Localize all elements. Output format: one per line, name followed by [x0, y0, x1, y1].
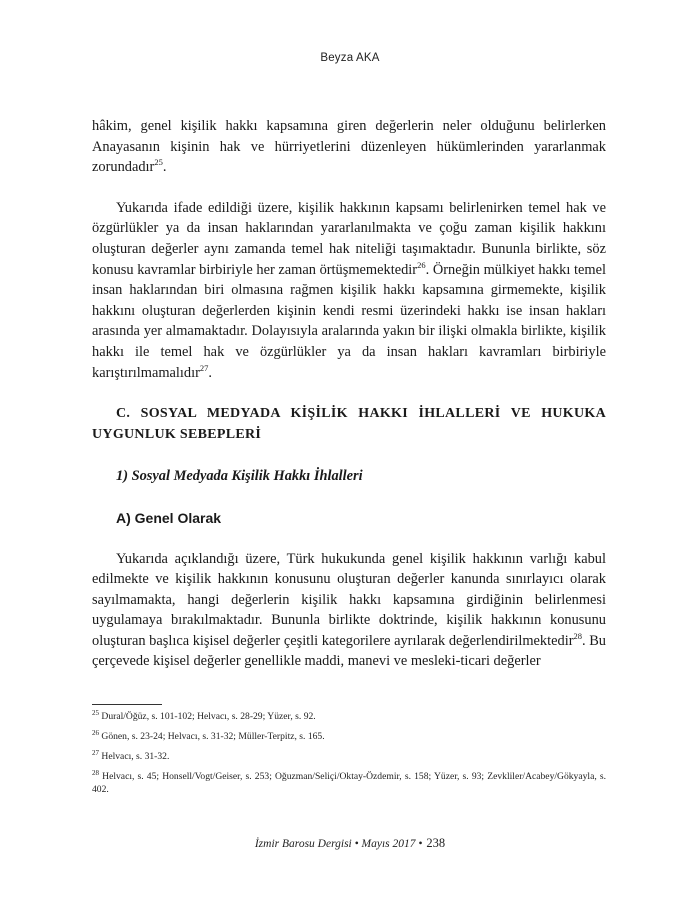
footnote-ref-27[interactable]: 27	[199, 362, 209, 373]
journal-name: İzmir Barosu Dergisi • Mayıs 2017 •	[254, 838, 423, 850]
footnote-ref-28[interactable]: 28	[573, 631, 582, 642]
footnote-ref-25[interactable]: 25	[154, 157, 163, 168]
page-body	[92, 116, 606, 672]
footnotes	[92, 710, 606, 803]
footnote-separator	[92, 704, 162, 705]
paragraph-2: Yukarıda ifade edildiği üzere, kişilik hakkının kapsamı belirlenirken temel hak ve özgürlükler ya da insan haklarından yararlanılmakta ve çoğu zaman kişilik hakkını oluşturan değerler aynı zamanda temel hak niteliği taşımaktadır. Bununla birlikte, söz konusu kavramlar birbiriyle her zaman örtüşmemektedir$^{26}$. Örneğin mülkiyet hakkı temel insan haklarından biri olmasına rağmen kişilik hakkı kapsamına girmemekte, kişilik hakkını oluşturan değerlerden kişinin kendi resmi üzerindeki hakkı ise insan hakları arasında yer almamaktadır. Dolayısıyla aralarında yakın bir ilişki olmakla birlikte, kişilik hakkı ile temel hak ve özgürlükler ya da insan hakları kavramları birbiriyle karıştırılmamalıdır$^{27}$.	[92, 199, 606, 381]
subsection-heading-a: A) Genel Olarak	[116, 509, 222, 526]
running-header-author: Beyza AKA	[320, 52, 380, 64]
footnote-27: $^{27}$ Helvacı, s. 31-32.	[92, 748, 170, 762]
page-number: 238	[426, 836, 446, 850]
footnote-28: $^{28}$ Helvacı, s. 45; Honsell/Vogt/Geiser, s. 253; Oğuzman/Seliçi/Oktay-Özdemir, s. 158; Yüzer, s. 93; Zevkliler/Acabey/Gökyayla, s. 402.	[92, 768, 606, 795]
footnote-26: $^{26}$ Gönen, s. 23-24; Helvacı, s. 31-32; Müller-Terpitz, s. 165.	[92, 728, 325, 742]
subsection-heading-1: 1) Sosyal Medyada Kişilik Hakkı İhlalleri	[116, 468, 363, 485]
paragraph-3: Yukarıda açıklandığı üzere, Türk hukukunda genel kişilik hakkının varlığı kabul edilmekte ve kişilik hakkının konusunu oluşturan değerler kanunda sınırlayıcı olarak sayılmamakta, hangi değerlerin kişilik hakkı kapsamına girdiğinin belirlenmesi uygulamaya bırakılmaktadır. Bununla birlikte doktrinde, kişilik hakkının konusunu oluşturan başlıca kişisel değerler çeşitli kategorilere ayrılarak değerlendirilmektedir$^{28}$. Bu çerçevede kişisel değerler genellikle maddi, manevi ve mesleki-ticari değerler	[92, 550, 606, 670]
section-heading-c: C. SOSYAL MEDYADA KİŞİLİK HAKKI İHLALLERİ VE HUKUKA UYGUNLUK SEBEPLERİ	[92, 406, 606, 442]
footnote-ref-26[interactable]: 26	[417, 259, 426, 270]
running-footer	[0, 836, 700, 851]
footnote-25: $^{25}$ Dural/Öğüz, s. 101-102; Helvacı, s. 28-29; Yüzer, s. 92.	[92, 708, 316, 722]
paragraph-1: hâkim, genel kişilik hakkı kapsamına giren değerlerin neler olduğunu belirlerken Anayasanın kişinin hak ve hürriyetlerini düzenleyen hükümlerinden yararlanmak zorundadır$^{25}$.	[92, 118, 606, 176]
